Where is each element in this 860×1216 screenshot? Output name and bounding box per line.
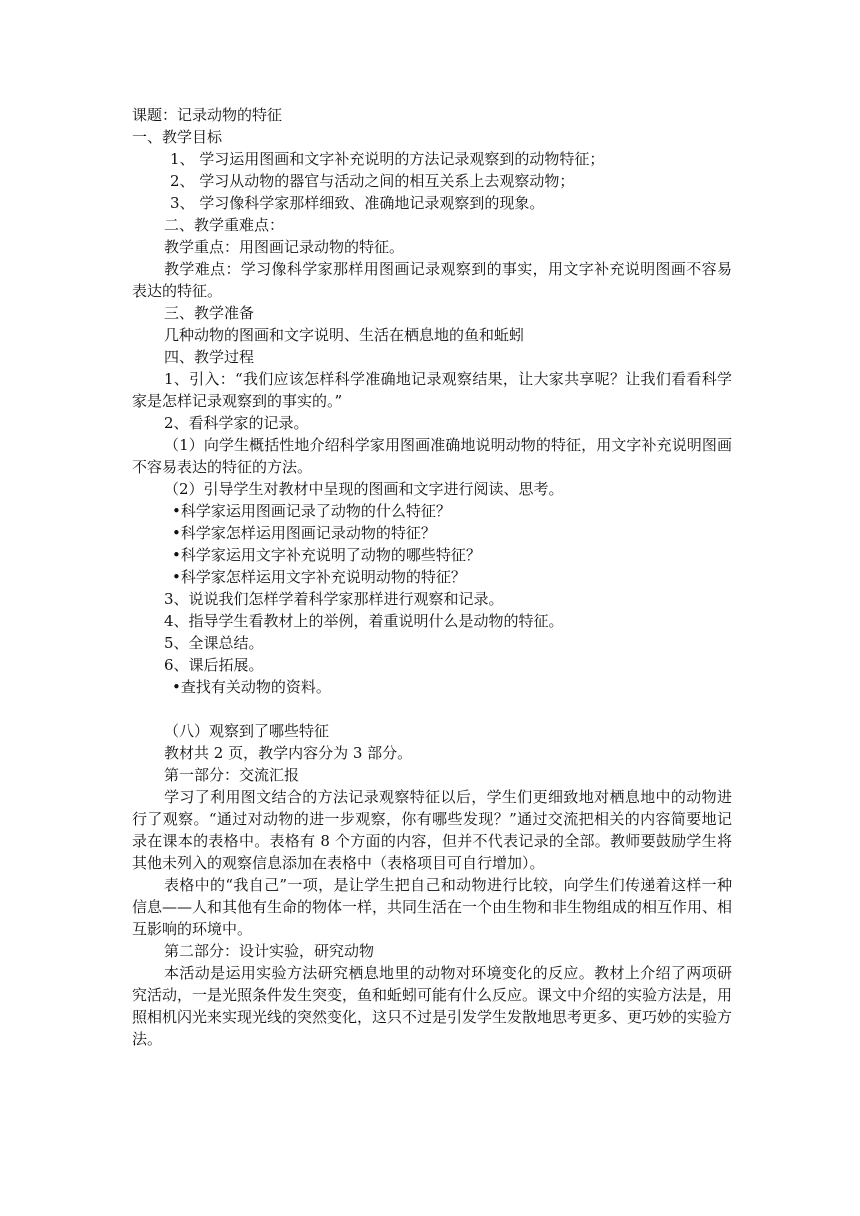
teaching-materials: 几种动物的图画和文字说明、生活在栖息地的鱼和蚯蚓	[164, 326, 525, 344]
question-bullet-4: •科学家怎样运用文字补充说明动物的特征？	[172, 568, 466, 586]
objective-item-1: 1、 学习运用图画和文字补充说明的方法记录观察到的动物特征；	[170, 150, 605, 168]
part-2-heading: 第二部分：设计实验，研究动物	[164, 942, 375, 960]
question-bullet-2: •科学家怎样运用图画记录动物的特征？	[172, 524, 436, 542]
part-1-heading: 第一部分：交流汇报	[164, 766, 300, 784]
question-bullet-1: •科学家运用图画记录了动物的什么特征？	[172, 502, 451, 520]
part-1-paragraph-2: 表格中的“我自己”一项，是让学生把自己和动物进行比较，向学生们传递着这样一种信息——人和其他有生命的物体一样，共同生活在一个由生物和非生物组成的相互作用、相互影响的环境中。	[132, 876, 733, 938]
section-1-heading: 一、教学目标	[132, 128, 223, 146]
document-page	[132, 104, 732, 1050]
process-intro: 1、引入：“我们应该怎样科学准确地记录观察结果，让大家共享呢？让我们看看科学家是怎样记录观察到的事实的。”	[132, 370, 732, 410]
process-step-4: 4、指导学生看教材上的举例，着重说明什么是动物的特征。	[164, 612, 564, 630]
extension-bullet: •查找有关动物的资料。	[172, 678, 331, 696]
part-1-paragraph-1: 学习了利用图文结合的方法记录观察特征以后，学生们更细致地对栖息地中的动物进行了观察。“通过对动物的进一步观察，你有哪些发现？”通过交流把相关的内容简要地记录在课本的表格中。表格有 8 个方面的内容，但并不代表记录的全部。教师要鼓励学生将其他未列入的观察信息添加在表格中（表格项目可自行增加）。	[132, 788, 732, 872]
process-step-5: 5、全课总结。	[164, 634, 264, 652]
section-2-heading: 二、教学重难点：	[164, 216, 285, 234]
lesson-title: 课题：记录动物的特征	[132, 106, 283, 124]
teaching-key-point: 教学重点：用图画记录动物的特征。	[164, 238, 405, 256]
process-step-2b: （2）引导学生对教材中呈现的图画和文字进行阅读、思考。	[164, 480, 564, 498]
blank-line	[132, 698, 732, 720]
section-8-heading: （八）观察到了哪些特征	[164, 722, 330, 740]
teaching-difficulty: 教学难点：学习像科学家那样用图画记录观察到的事实，用文字补充说明图画不容易表达的特征。	[132, 260, 732, 300]
part-2-paragraph-1: 本活动是运用实验方法研究栖息地里的动物对环境变化的反应。教材上介绍了两项研究活动，一是光照条件发生突变，鱼和蚯蚓可能有什么反应。课文中介绍的实验方法是，用照相机闪光来实现光线的突然变化，这只不过是引发学生发散地思考更多、更巧妙的实验方法。	[132, 964, 733, 1048]
process-step-2: 2、看科学家的记录。	[164, 414, 309, 432]
process-step-2a: （1）向学生概括性地介绍科学家用图画准确地说明动物的特征，用文字补充说明图画不容易表达的特征的方法。	[132, 436, 732, 476]
process-step-3: 3、说说我们怎样学着科学家那样进行观察和记录。	[164, 590, 504, 608]
section-3-heading: 三、教学准备	[164, 304, 255, 322]
objective-item-2: 2、 学习从动物的器官与活动之间的相互关系上去观察动物；	[170, 172, 575, 190]
process-step-6: 6、课后拓展。	[164, 656, 264, 674]
question-bullet-3: •科学家运用文字补充说明了动物的哪些特征？	[172, 546, 481, 564]
section-4-heading: 四、教学过程	[164, 348, 255, 366]
material-summary: 教材共 2 页，教学内容分为 3 部分。	[164, 744, 413, 762]
objective-item-3: 3、 学习像科学家那样细致、准确地记录观察到的现象。	[170, 194, 545, 212]
